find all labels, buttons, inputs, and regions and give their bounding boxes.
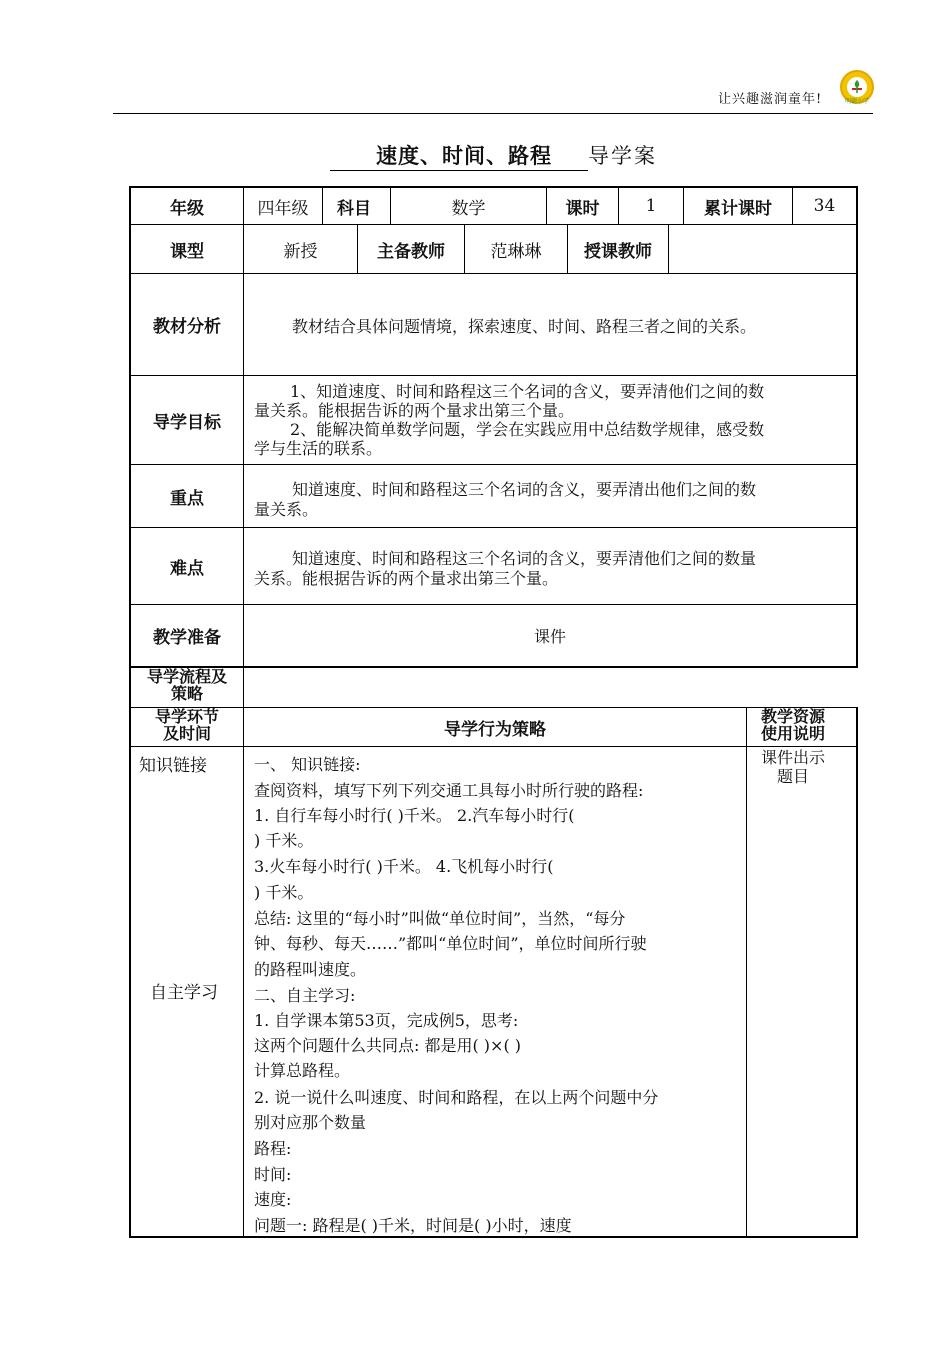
title-main: 速度、时间、路程 <box>330 140 588 171</box>
body-line: 计算总路程。 <box>254 1061 351 1080</box>
title-suffix: 导学案 <box>588 144 657 168</box>
stage-knowledge-link: 知识链接 <box>139 756 207 776</box>
stage-header <box>131 708 243 746</box>
body-line: ) 千米。 <box>254 831 314 850</box>
resource-header <box>747 708 839 746</box>
lead-teacher-label: 主备教师 <box>377 241 445 262</box>
flow-label-line-2: 策略 <box>170 684 203 703</box>
flow-label-line-1: 导学流程及 <box>146 667 227 686</box>
body-line: 查阅资料，填写下列下列交通工具每小时所行驶的路程: <box>254 781 644 800</box>
period-label: 课时 <box>565 198 600 219</box>
resource-header-line-2: 使用说明 <box>760 724 825 743</box>
body-line: 的路程叫速度。 <box>254 960 367 979</box>
page-title <box>330 140 657 171</box>
body-line: 路程: <box>254 1139 292 1158</box>
strategy-header: 导学行为策略 <box>444 719 546 740</box>
body-line: 二、自主学习: <box>254 986 356 1005</box>
body-line: 一、 知识链接: <box>254 755 361 774</box>
analysis-text: 教材结合具体问题情境，探索速度、时间、路程三者之间的关系。 <box>292 317 757 336</box>
period-value: 1 <box>645 196 657 216</box>
total-period-value: 34 <box>813 196 836 216</box>
body-line: 钟、每秒、每天……”都叫“单位时间”，单位时间所行驶 <box>254 934 647 953</box>
key-label: 重点 <box>170 488 204 509</box>
total-period-label: 累计课时 <box>704 198 772 219</box>
header-slogan: 让兴趣滋润童年! <box>718 92 823 107</box>
body-line: 1. 自行车每小时行( )千米。 2.汽车每小时行( <box>254 806 575 825</box>
subject-value: 数学 <box>451 198 486 219</box>
teacher-value <box>669 225 856 273</box>
goal-line-4: 学与生活的联系。 <box>254 439 383 458</box>
key-line-1: 知道速度、时间和路程这三个名词的含义，要弄清出他们之间的数 <box>292 480 757 499</box>
body-line: 总结: 这里的“每小时”叫做“单位时间”，当然，“每分 <box>254 909 626 928</box>
goal-line-3: 2、能解决简单数学问题，学会在实践应用中总结数学规律，感受数 <box>290 420 765 439</box>
header-divider <box>113 113 873 114</box>
resource-note <box>747 748 839 786</box>
stage-self-study: 自主学习 <box>150 983 218 1003</box>
flow-label <box>131 668 243 707</box>
lesson-type-label: 课型 <box>170 241 204 262</box>
stage-header-line-1: 导学环节 <box>154 707 219 726</box>
prep-label: 教学准备 <box>153 628 221 648</box>
key-line-2: 量关系。 <box>254 500 319 519</box>
teacher-label: 授课教师 <box>584 241 652 262</box>
body-line: 时间: <box>254 1165 292 1184</box>
body-line: 问题一: 路程是( )千米，时间是( )小时，速度 <box>254 1216 572 1235</box>
grade-label: 年级 <box>170 198 204 219</box>
body-line: 这两个问题什么共同点: 都是用( )×( ) <box>254 1036 522 1055</box>
body-line: 3.火车每小时行( )千米。 4.飞机每小时行( <box>254 857 554 876</box>
goal-line-1: 1、知道速度、时间和路程这三个名词的含义，要弄清他们之间的数 <box>290 382 765 401</box>
body-line: 2. 说一说什么叫速度、时间和路程，在以上两个问题中分 <box>254 1088 659 1107</box>
lesson-type-value: 新授 <box>283 241 318 262</box>
logo-text: 明德小学 <box>844 98 869 105</box>
goal-line-2: 量关系。能根据告诉的两个量求出第三个量。 <box>254 401 575 420</box>
difficulty-line-1: 知道速度、时间和路程这三个名词的含义，要弄清他们之间的数量 <box>292 549 757 568</box>
analysis-label: 教材分析 <box>153 317 221 337</box>
resource-header-line-1: 教学资源 <box>760 707 825 726</box>
difficulty-line-2: 关系。能根据告诉的两个量求出第三个量。 <box>254 569 559 588</box>
grade-value: 四年级 <box>257 198 309 219</box>
goals-label: 导学目标 <box>153 412 221 433</box>
body-line: 别对应那个数量 <box>254 1113 367 1132</box>
subject-label: 科目 <box>337 198 371 219</box>
prep-value: 课件 <box>533 627 566 646</box>
resource-note-line-1: 课件出示 <box>760 748 825 767</box>
stage-header-line-2: 及时间 <box>162 724 211 743</box>
body-line: 1. 自学课本第53页，完成例5，思考: <box>254 1011 519 1030</box>
body-line: 速度: <box>254 1190 292 1209</box>
resource-note-line-2: 题目 <box>776 767 809 786</box>
body-line: ) 千米。 <box>254 883 314 902</box>
lead-teacher-value: 范琳琳 <box>490 241 542 262</box>
difficulty-label: 难点 <box>170 558 204 579</box>
